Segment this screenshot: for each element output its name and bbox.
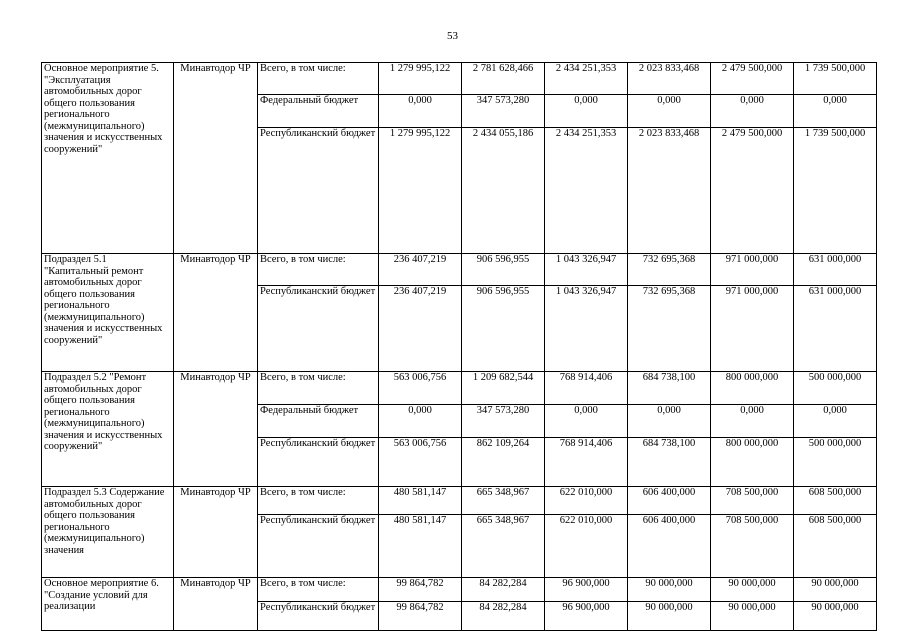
amount-cell: 800 000,000 <box>711 372 794 405</box>
amount-cell: 90 000,000 <box>794 578 877 602</box>
amount-cell: 906 596,955 <box>462 254 545 286</box>
amount-cell: 96 900,000 <box>545 578 628 602</box>
measure-description: Основное мероприятие 6. "Создание условий для реализации <box>42 578 174 631</box>
funding-source: Всего, в том числе: <box>258 63 379 95</box>
amount-cell: 2 479 500,000 <box>711 63 794 95</box>
amount-cell: 347 573,280 <box>462 95 545 128</box>
amount-cell: 2 023 833,468 <box>628 63 711 95</box>
funding-source: Республиканский бюджет <box>258 515 379 578</box>
amount-cell: 732 695,368 <box>628 286 711 372</box>
amount-cell: 90 000,000 <box>628 602 711 631</box>
amount-cell: 0,000 <box>379 95 462 128</box>
amount-cell: 500 000,000 <box>794 438 877 487</box>
funding-source: Федеральный бюджет <box>258 405 379 438</box>
amount-cell: 2 434 251,353 <box>545 63 628 95</box>
amount-cell: 84 282,284 <box>462 602 545 631</box>
amount-cell: 732 695,368 <box>628 254 711 286</box>
amount-cell: 0,000 <box>711 405 794 438</box>
budget-table <box>41 62 877 631</box>
amount-cell: 1 739 500,000 <box>794 128 877 254</box>
amount-cell: 563 006,756 <box>379 438 462 487</box>
amount-cell: 0,000 <box>628 95 711 128</box>
amount-cell: 480 581,147 <box>379 515 462 578</box>
amount-cell: 906 596,955 <box>462 286 545 372</box>
amount-cell: 99 864,782 <box>379 578 462 602</box>
amount-cell: 684 738,100 <box>628 372 711 405</box>
amount-cell: 971 000,000 <box>711 254 794 286</box>
funding-source: Республиканский бюджет <box>258 128 379 254</box>
amount-cell: 665 348,967 <box>462 487 545 515</box>
amount-cell: 90 000,000 <box>628 578 711 602</box>
responsible-agency: Минавтодор ЧР <box>174 372 258 487</box>
amount-cell: 631 000,000 <box>794 286 877 372</box>
amount-cell: 2 781 628,466 <box>462 63 545 95</box>
measure-description: Основное мероприятие 5. "Эксплуатация автомобильных дорог общего пользования регионального (межмуниципального) значения и искусственных сооружений" <box>42 63 174 254</box>
amount-cell: 236 407,219 <box>379 286 462 372</box>
amount-cell: 862 109,264 <box>462 438 545 487</box>
amount-cell: 2 434 251,353 <box>545 128 628 254</box>
amount-cell: 1 739 500,000 <box>794 63 877 95</box>
funding-source: Республиканский бюджет <box>258 286 379 372</box>
amount-cell: 84 282,284 <box>462 578 545 602</box>
amount-cell: 708 500,000 <box>711 515 794 578</box>
amount-cell: 1 043 326,947 <box>545 254 628 286</box>
table-row <box>42 578 877 602</box>
amount-cell: 800 000,000 <box>711 438 794 487</box>
amount-cell: 608 500,000 <box>794 487 877 515</box>
amount-cell: 768 914,406 <box>545 372 628 405</box>
amount-cell: 347 573,280 <box>462 405 545 438</box>
amount-cell: 2 479 500,000 <box>711 128 794 254</box>
amount-cell: 665 348,967 <box>462 515 545 578</box>
amount-cell: 563 006,756 <box>379 372 462 405</box>
amount-cell: 1 279 995,122 <box>379 63 462 95</box>
measure-description: Подраздел 5.2 "Ремонт автомобильных дорог общего пользования регионального (межмуниципального) значения и искусственных сооружений" <box>42 372 174 487</box>
amount-cell: 608 500,000 <box>794 515 877 578</box>
funding-source: Федеральный бюджет <box>258 95 379 128</box>
responsible-agency: Минавтодор ЧР <box>174 63 258 254</box>
table-row <box>42 63 877 95</box>
amount-cell: 480 581,147 <box>379 487 462 515</box>
amount-cell: 99 864,782 <box>379 602 462 631</box>
amount-cell: 631 000,000 <box>794 254 877 286</box>
table-row <box>42 372 877 405</box>
funding-source: Всего, в том числе: <box>258 487 379 515</box>
funding-source: Республиканский бюджет <box>258 602 379 631</box>
amount-cell: 768 914,406 <box>545 438 628 487</box>
amount-cell: 622 010,000 <box>545 487 628 515</box>
amount-cell: 236 407,219 <box>379 254 462 286</box>
funding-source: Всего, в том числе: <box>258 254 379 286</box>
amount-cell: 0,000 <box>794 95 877 128</box>
amount-cell: 2 434 055,186 <box>462 128 545 254</box>
responsible-agency: Минавтодор ЧР <box>174 578 258 631</box>
amount-cell: 1 279 995,122 <box>379 128 462 254</box>
amount-cell: 606 400,000 <box>628 515 711 578</box>
amount-cell: 0,000 <box>379 405 462 438</box>
amount-cell: 971 000,000 <box>711 286 794 372</box>
page-number: 53 <box>447 30 458 42</box>
amount-cell: 1 043 326,947 <box>545 286 628 372</box>
amount-cell: 90 000,000 <box>711 602 794 631</box>
amount-cell: 1 209 682,544 <box>462 372 545 405</box>
amount-cell: 0,000 <box>794 405 877 438</box>
responsible-agency: Минавтодор ЧР <box>174 487 258 578</box>
amount-cell: 500 000,000 <box>794 372 877 405</box>
amount-cell: 0,000 <box>545 405 628 438</box>
measure-description: Подраздел 5.1 "Капитальный ремонт автомобильных дорог общего пользования регионального (межмуниципального) значения и искусственных сооружений" <box>42 254 174 372</box>
amount-cell: 0,000 <box>628 405 711 438</box>
funding-source: Республиканский бюджет <box>258 438 379 487</box>
amount-cell: 708 500,000 <box>711 487 794 515</box>
funding-source: Всего, в том числе: <box>258 578 379 602</box>
measure-description: Подраздел 5.3 Содержание автомобильных дорог общего пользования регионального (межмуниципального) значения <box>42 487 174 578</box>
amount-cell: 0,000 <box>711 95 794 128</box>
amount-cell: 684 738,100 <box>628 438 711 487</box>
responsible-agency: Минавтодор ЧР <box>174 254 258 372</box>
amount-cell: 622 010,000 <box>545 515 628 578</box>
funding-source: Всего, в том числе: <box>258 372 379 405</box>
amount-cell: 90 000,000 <box>711 578 794 602</box>
amount-cell: 90 000,000 <box>794 602 877 631</box>
amount-cell: 96 900,000 <box>545 602 628 631</box>
amount-cell: 606 400,000 <box>628 487 711 515</box>
table-row <box>42 487 877 515</box>
amount-cell: 2 023 833,468 <box>628 128 711 254</box>
amount-cell: 0,000 <box>545 95 628 128</box>
table-row <box>42 254 877 286</box>
